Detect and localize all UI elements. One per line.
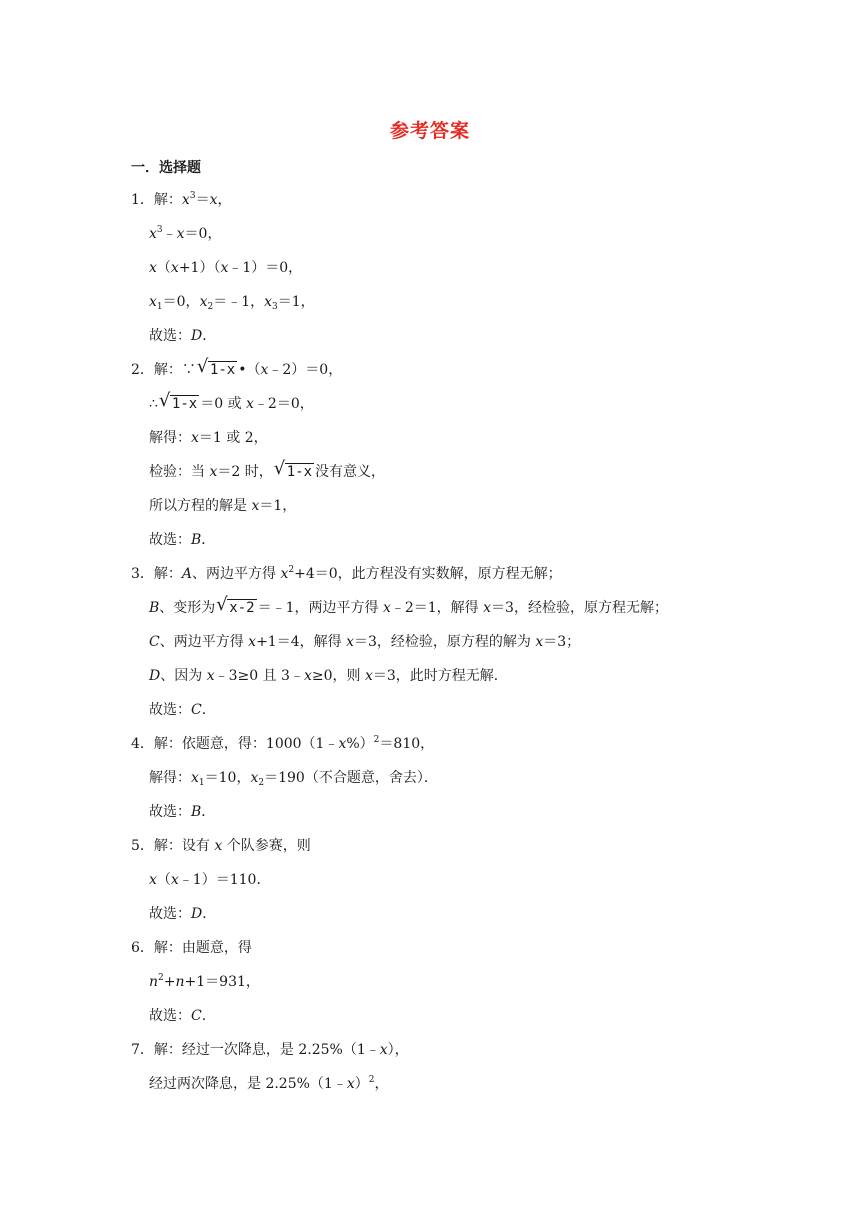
q1-line-3: x（x+1）（x﹣1）＝0， [149, 260, 303, 276]
q7-line-2: 经过两次降息，是 2.25%（1﹣x）$^2$， [149, 1075, 389, 1092]
q2-line-5: 所以方程的解是 x＝1， [149, 498, 297, 514]
q1-answer: 故选：D． [149, 328, 217, 344]
q3-line-2: B、变形为 √ x-2 ＝﹣1，两边平方得 x﹣2＝1，解得 x＝3，经检验，原方程无解； [149, 594, 668, 616]
q2-line-2: ∴ √ 1-x ＝0 或 x﹣2＝0， [149, 390, 314, 412]
sqrt-x-minus-2: √ x-2 [216, 594, 255, 616]
q4-answer: 故选：B． [149, 804, 216, 820]
q3-line-4: D、因为 x﹣3≥0 且 3﹣x≥0，则 x＝3，此时方程无解． [149, 668, 508, 684]
sqrt-1-minus-x: √ 1-x [158, 390, 198, 412]
sqrt-1-minus-x: √ 1-x [196, 356, 236, 378]
q2-line-3: 解得：x＝1 或 2， [149, 430, 268, 446]
q6-line-2: $n^2+n+1=931$， [149, 973, 260, 990]
q4-line-1: 4．解：依题意，得：1000（1﹣x%）$^2$＝810， [131, 735, 435, 752]
q4-line-2: 解得：$x_1=10$，$x_2=190$（不合题意，舍去）． [149, 770, 438, 788]
q6-answer: 故选：C． [149, 1008, 216, 1024]
q2-answer: 故选：B． [149, 532, 216, 548]
q3-line-1: 3．解：A、两边平方得 $x^2+4=0$，此方程没有实数解，原方程无解； [131, 565, 562, 582]
q5-line-2: x（x﹣1）＝110． [149, 872, 271, 888]
q1-line-2: $x^3﹣x=0$， [149, 225, 222, 242]
q3-line-3: C、两边平方得 x+1＝4，解得 x＝3，经检验，原方程的解为 x＝3； [149, 634, 581, 650]
q1-line-4: $x_1=0$，$x_2=﹣1$，$x_3=1$， [149, 294, 315, 312]
q5-line-1: 5．解：设有 x 个队参赛，则 [131, 838, 311, 854]
section-heading: 一．选择题 [131, 160, 201, 176]
q1-line-1: 1．解：$x^3=x$， [131, 191, 232, 208]
q2-line-1: 2．解：∵ √ 1-x •（x﹣2）＝0， [131, 356, 343, 378]
q2-line-4: 检验：当 x＝2 时， √ 1-x 没有意义， [149, 458, 386, 480]
q7-line-1: 7．解：经过一次降息，是 2.25%（1﹣x）， [131, 1042, 409, 1058]
page-title: 参考答案 [389, 120, 470, 142]
sqrt-1-minus-x: √ 1-x [273, 458, 313, 480]
q6-line-1: 6．解：由题意，得 [131, 940, 252, 956]
q5-answer: 故选：D． [149, 906, 217, 922]
q3-answer: 故选：C． [149, 702, 216, 718]
